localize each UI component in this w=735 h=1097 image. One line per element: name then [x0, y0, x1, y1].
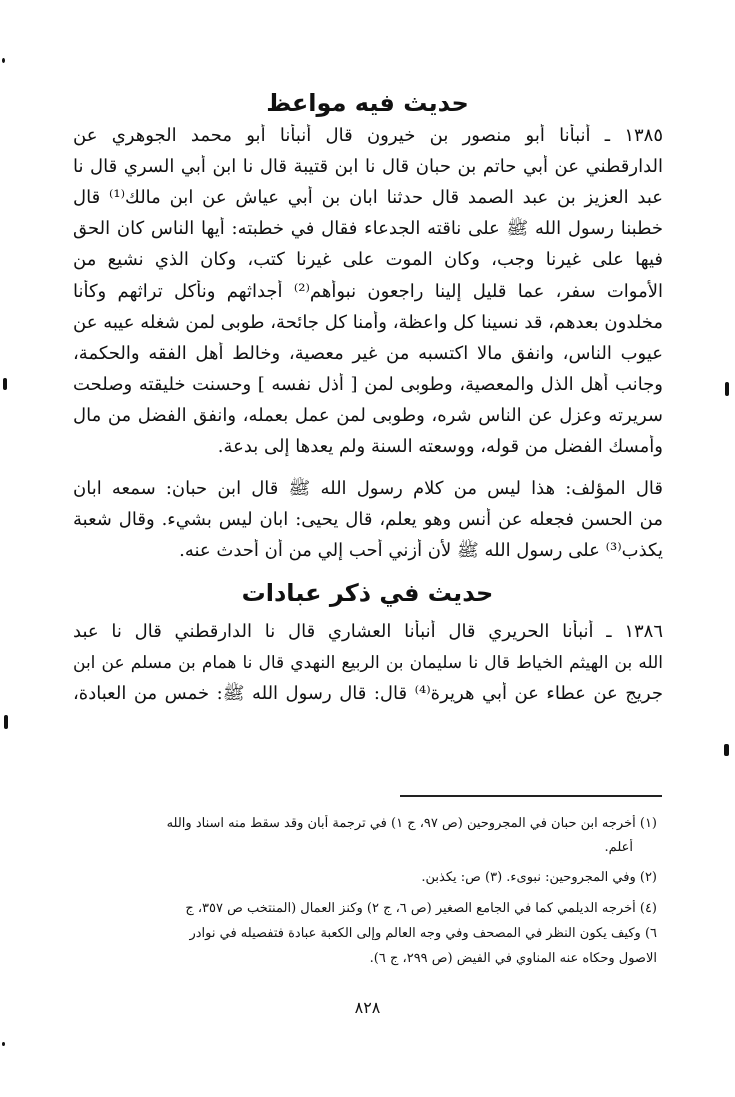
hadith-1385-line-2: الدارقطني عن أبي حاتم بن حبان قال نا ابن قتيبة قال نا ابن أبي السري قال نا: [73, 156, 663, 177]
hadith-1385-line-10: سريرته وعزل عن الناس شره، وطوبى لمن عمل بعمله، وانفق الفضل من مال: [73, 405, 663, 426]
author-note-line-1: قال المؤلف: هذا ليس من كلام رسول الله ﷺ قال ابن حبان: سمعه ابان: [73, 478, 663, 499]
footnote-1-line-2: أعلم.: [604, 840, 633, 855]
hadith-1385-line-3: عبد العزيز بن عبد الصمد قال حدثنا ابان بن أبي عياش عن ابن مالك⁽¹⁾ قال: [73, 187, 663, 208]
hadith-1385-line-1: ١٣٨٥ ـ أنبأنا أبو منصور بن خيرون قال أنبأنا أبو محمد الجوهري عن: [73, 125, 663, 146]
scan-speck: [4, 715, 8, 729]
hadith-1385-line-7: مخلدون بعدهم، قد نسينا كل واعظة، وأمنا كل جائحة، طوبى لمن شغله عيبه عن: [73, 312, 663, 333]
hadith-1385-line-8: عيوب الناس، وانفق مالا اكتسبه من غير معصية، وخالط أهل الفقه والحكمة،: [73, 343, 663, 364]
hadith-1385-line-4: خطبنا رسول الله ﷺ على ناقته الجدعاء فقال في خطبته: أيها الناس كان الحق: [73, 218, 663, 239]
hadith-1386-line-2: الله بن الهيثم الخياط قال نا سليمان بن الربيع النهدي قال نا همام بن مسلم عن ابن: [73, 653, 663, 673]
hadith-1385-line-9: وجانب أهل الذل والمعصية، وطوبى لمن [ أذل نفسه ] وحسنت خليقته وصلحت: [73, 374, 663, 395]
hadith-1386-line-1: ١٣٨٦ ـ أنبأنا الحريري قال أنبأنا العشاري قال نا الدارقطني قال نا عبد: [73, 621, 663, 642]
hadith-1385-line-6: الأموات سفر، عما قليل إلينا راجعون نبوأهم⁽²⁾ أجداثهم ونأكل تراثهم وكأنا: [73, 281, 663, 302]
footnote-4-line-2: ٦) وكيف يكون النظر في المصحف وفي وجه العالم وإلى الكعبة عبادة فتفصيله في نوادر: [189, 926, 657, 941]
hadith-1385-line-11: وأمسك الفضل من قوله، ووسعته السنة ولم يعدها إلى بدعة.: [217, 436, 663, 457]
footnote-4-line-3: الاصول وحكاه عنه المناوي في الفيض (ص ٢٩٩، ج ٦).: [369, 951, 657, 966]
page-number: ٨٢٨: [354, 998, 381, 1017]
scan-speck: [3, 378, 7, 390]
hadith-1385-line-5: فيها على غيرنا وجب، وكان الموت على غيرنا كتب، وكان الذي نشيع من: [73, 249, 663, 270]
footnote-4-line-1: (٤) أخرجه الديلمي كما في الجامع الصغير (ص ٦، ج ٢) وكنز العمال (المنتخب ص ٣٥٧، ج: [185, 901, 657, 916]
footnote-2-3: (٢) وفي المجروحين: نبوىء. (٣) ص: يكذبن.: [421, 870, 657, 885]
footnote-1-line-1: (١) أخرجه ابن حبان في المجروحين (ص ٩٧، ج ١) في ترجمة أبان وقد سقط منه اسناد والله: [166, 816, 657, 831]
section-heading-2: حديث في ذكر عبادات: [241, 579, 494, 607]
author-note-line-3: يكذب⁽³⁾ على رسول الله ﷺ لأن أزني أحب إلي من أن أحدث عنه.: [179, 540, 663, 561]
scan-speck: [2, 1042, 5, 1046]
hadith-1386-line-3: جريج عن عطاء عن أبي هريرة⁽⁴⁾ قال: قال رسول الله ﷺ: خمس من العبادة،: [73, 683, 663, 704]
scan-speck: [2, 58, 5, 63]
author-note-line-2: من الحسن فجعله عن أنس وهو يعلم، قال يحيى: ابان ليس بشيء. وقال شعبة: [73, 509, 663, 530]
scan-speck: [725, 382, 729, 396]
footnote-separator: [400, 795, 662, 797]
section-heading-1: حديث فيه مواعظ: [266, 89, 469, 117]
scan-speck: [724, 744, 729, 756]
